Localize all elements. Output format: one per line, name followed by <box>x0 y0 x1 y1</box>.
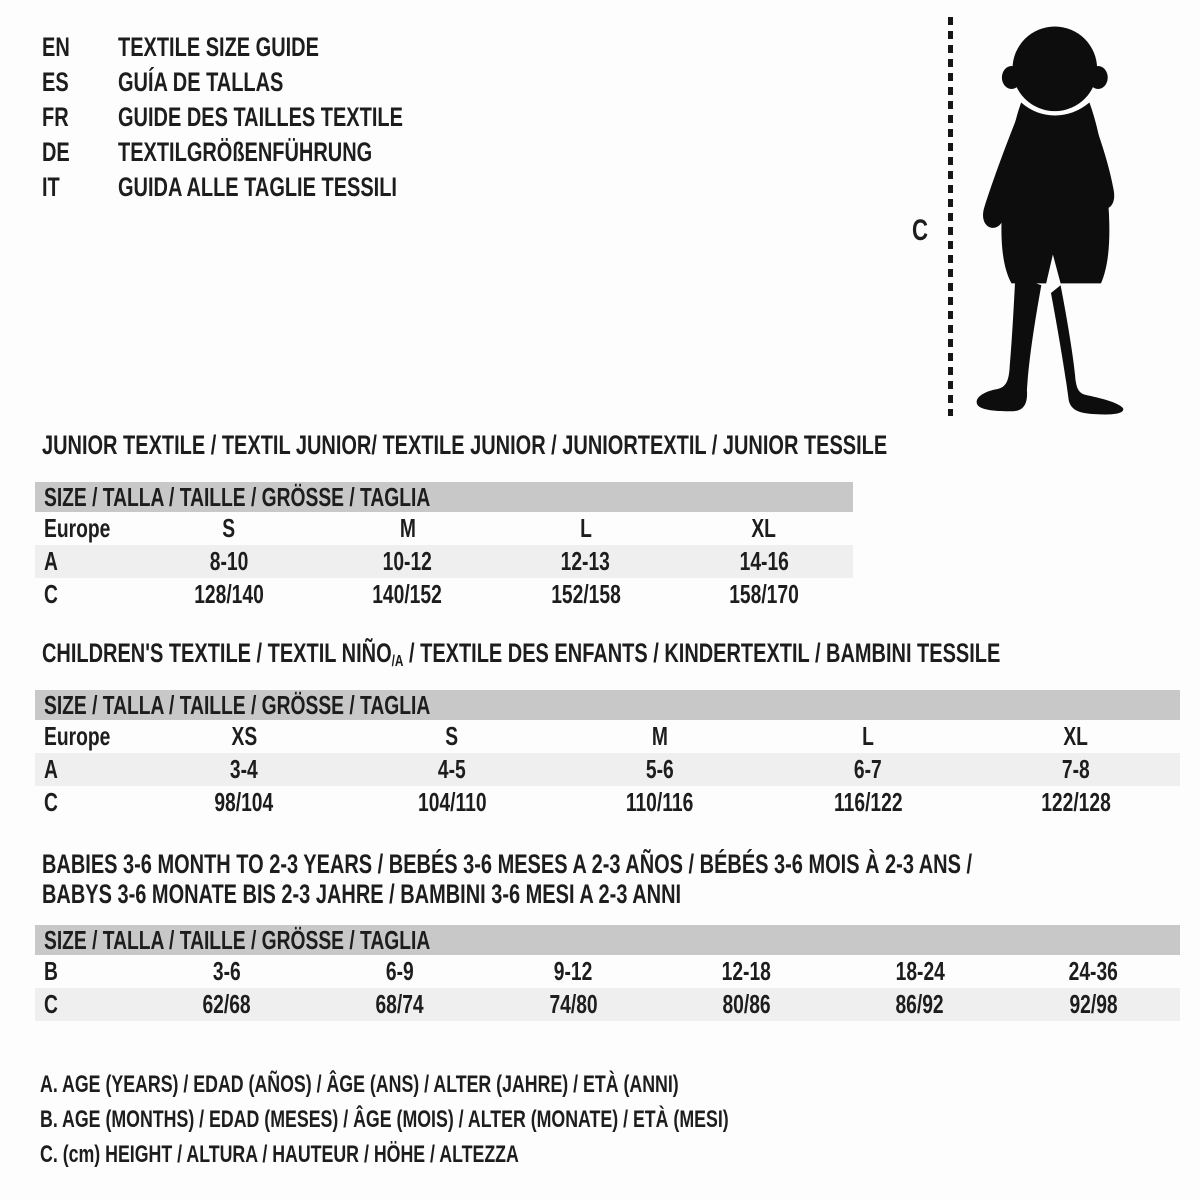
children-title-sub: /A <box>391 653 404 670</box>
language-row-fr <box>42 100 503 135</box>
language-title: GUIDE DES TAILLES TEXTILE <box>118 102 403 132</box>
language-title: GUIDA ALLE TAGLIE TESSILI <box>118 172 397 202</box>
language-row-en <box>42 30 503 65</box>
cell-value: L <box>579 513 592 543</box>
size-header-row <box>35 925 1180 955</box>
size-header-row <box>35 690 1180 720</box>
legend-line-age-years: A. AGE (YEARS) / EDAD (AÑOS) / ÂGE (ANS) / ALTER (JAHRE) / ETÀ (ANNI) <box>40 1071 679 1098</box>
cell-value: 116/122 <box>833 787 903 817</box>
cell-value: 92/98 <box>1069 989 1118 1019</box>
cell-value: 62/68 <box>202 989 251 1019</box>
language-code: DE <box>42 137 70 167</box>
cell-value: XL <box>1063 721 1089 751</box>
cell-value: 86/92 <box>895 989 945 1019</box>
cell-value: 3-4 <box>230 754 258 784</box>
size-header-label: SIZE / TALLA / TAILLE / GRÖSSE / TAGLIA <box>44 690 431 720</box>
table-row-height <box>35 786 1180 819</box>
row-label: A <box>44 546 58 576</box>
cell-value: 110/116 <box>626 787 694 817</box>
section-title-children <box>42 638 1200 673</box>
children-title-pre: CHILDREN'S TEXTILE / TEXTIL NIÑO <box>42 638 392 668</box>
cell-value: 10-12 <box>382 546 432 576</box>
cell-value: XL <box>751 513 777 543</box>
cell-value: S <box>222 513 236 543</box>
table-row-age-months <box>35 955 1180 988</box>
cell-value: M <box>399 513 416 543</box>
row-label: A <box>44 754 58 784</box>
language-title-list <box>42 30 503 205</box>
size-header-row <box>35 482 853 512</box>
cell-value: 18-24 <box>895 956 945 986</box>
row-label: Europe <box>44 721 111 751</box>
language-code: ES <box>42 67 69 97</box>
table-row-height <box>35 578 853 611</box>
cell-value: 3-6 <box>212 956 241 986</box>
language-row-es <box>42 65 503 100</box>
language-row-it <box>42 170 503 205</box>
cell-value: 68/74 <box>375 989 425 1019</box>
cell-value: 7-8 <box>1062 754 1090 784</box>
children-size-table <box>35 690 1180 819</box>
silhouette-ear-left <box>1002 66 1021 89</box>
cell-value: 24-36 <box>1068 956 1118 986</box>
cell-value: 14-16 <box>739 546 789 576</box>
cell-value: 74/80 <box>549 989 598 1019</box>
row-label: C <box>44 787 58 817</box>
language-title: TEXTILE SIZE GUIDE <box>118 32 319 62</box>
language-code: FR <box>42 102 69 132</box>
cell-value: 140/152 <box>372 579 443 609</box>
cell-value: 104/110 <box>417 787 487 817</box>
height-measure-label: C <box>912 214 929 247</box>
row-label: B <box>44 956 58 986</box>
cell-value: 12-13 <box>561 546 611 576</box>
height-measure-dashed-line <box>948 17 953 416</box>
junior-size-table <box>35 482 853 611</box>
cell-value: S <box>445 721 459 751</box>
silhouette-head <box>1012 27 1097 112</box>
table-row-europe <box>35 720 1180 753</box>
language-title: GUÍA DE TALLAS <box>118 67 284 97</box>
cell-value: 128/140 <box>194 579 264 609</box>
silhouette-leg-left <box>977 276 1042 412</box>
size-header-label: SIZE / TALLA / TAILLE / GRÖSSE / TAGLIA <box>44 482 431 512</box>
row-label: C <box>44 989 58 1019</box>
table-row-age <box>35 545 853 578</box>
table-row-age <box>35 753 1180 786</box>
cell-value: 9-12 <box>554 956 593 986</box>
section-title-babies-line2: BABYS 3-6 MONATE BIS 2-3 JAHRE / BAMBINI 3-6 MESI A 2-3 ANNI <box>42 879 682 909</box>
cell-value: M <box>651 721 669 751</box>
cell-value: 98/104 <box>214 787 274 817</box>
cell-value: 6-7 <box>854 754 882 784</box>
silhouette-ear-right <box>1088 66 1107 89</box>
legend-line-age-months: B. AGE (MONTHS) / EDAD (MESES) / ÂGE (MOIS) / ALTER (MONATE) / ETÀ (MESI) <box>40 1106 729 1133</box>
cell-value: 122/128 <box>1041 787 1111 817</box>
table-row-europe <box>35 512 853 545</box>
legend-line-height-cm: C. (cm) HEIGHT / ALTURA / HAUTEUR / HÖHE / ALTEZZA <box>40 1141 519 1168</box>
toddler-silhouette <box>963 14 1137 418</box>
cell-value: 158/170 <box>729 579 799 609</box>
babies-size-table <box>35 925 1180 1021</box>
cell-value: XS <box>231 721 257 751</box>
cell-value: 80/86 <box>722 989 771 1019</box>
language-title: TEXTILGRÖßENFÜHRUNG <box>118 137 373 167</box>
cell-value: 6-9 <box>386 956 414 986</box>
language-row-de <box>42 135 503 170</box>
silhouette-leg-right <box>1051 285 1123 414</box>
table-row-height <box>35 988 1180 1021</box>
cell-value: 152/158 <box>550 579 621 609</box>
section-title-babies-line1: BABIES 3-6 MONTH TO 2-3 YEARS / BEBÉS 3-6 MESES A 2-3 AÑOS / BÉBÉS 3-6 MOIS À 2-3 ANS / <box>42 849 973 879</box>
row-label: C <box>44 579 58 609</box>
cell-value: L <box>862 721 874 751</box>
cell-value: 5-6 <box>646 754 674 784</box>
language-code: EN <box>42 32 70 62</box>
size-header-label: SIZE / TALLA / TAILLE / GRÖSSE / TAGLIA <box>44 925 431 955</box>
row-label: Europe <box>44 513 111 543</box>
cell-value: 8-10 <box>209 546 249 576</box>
children-title-post: / TEXTILE DES ENFANTS / KINDERTEXTIL / BAMBINI TESSILE <box>403 638 1001 668</box>
language-code: IT <box>42 172 60 202</box>
section-title-junior: JUNIOR TEXTILE / TEXTIL JUNIOR/ TEXTILE JUNIOR / JUNIORTEXTIL / JUNIOR TESSILE <box>42 430 888 460</box>
cell-value: 12-18 <box>722 956 772 986</box>
cell-value: 4-5 <box>438 754 466 784</box>
